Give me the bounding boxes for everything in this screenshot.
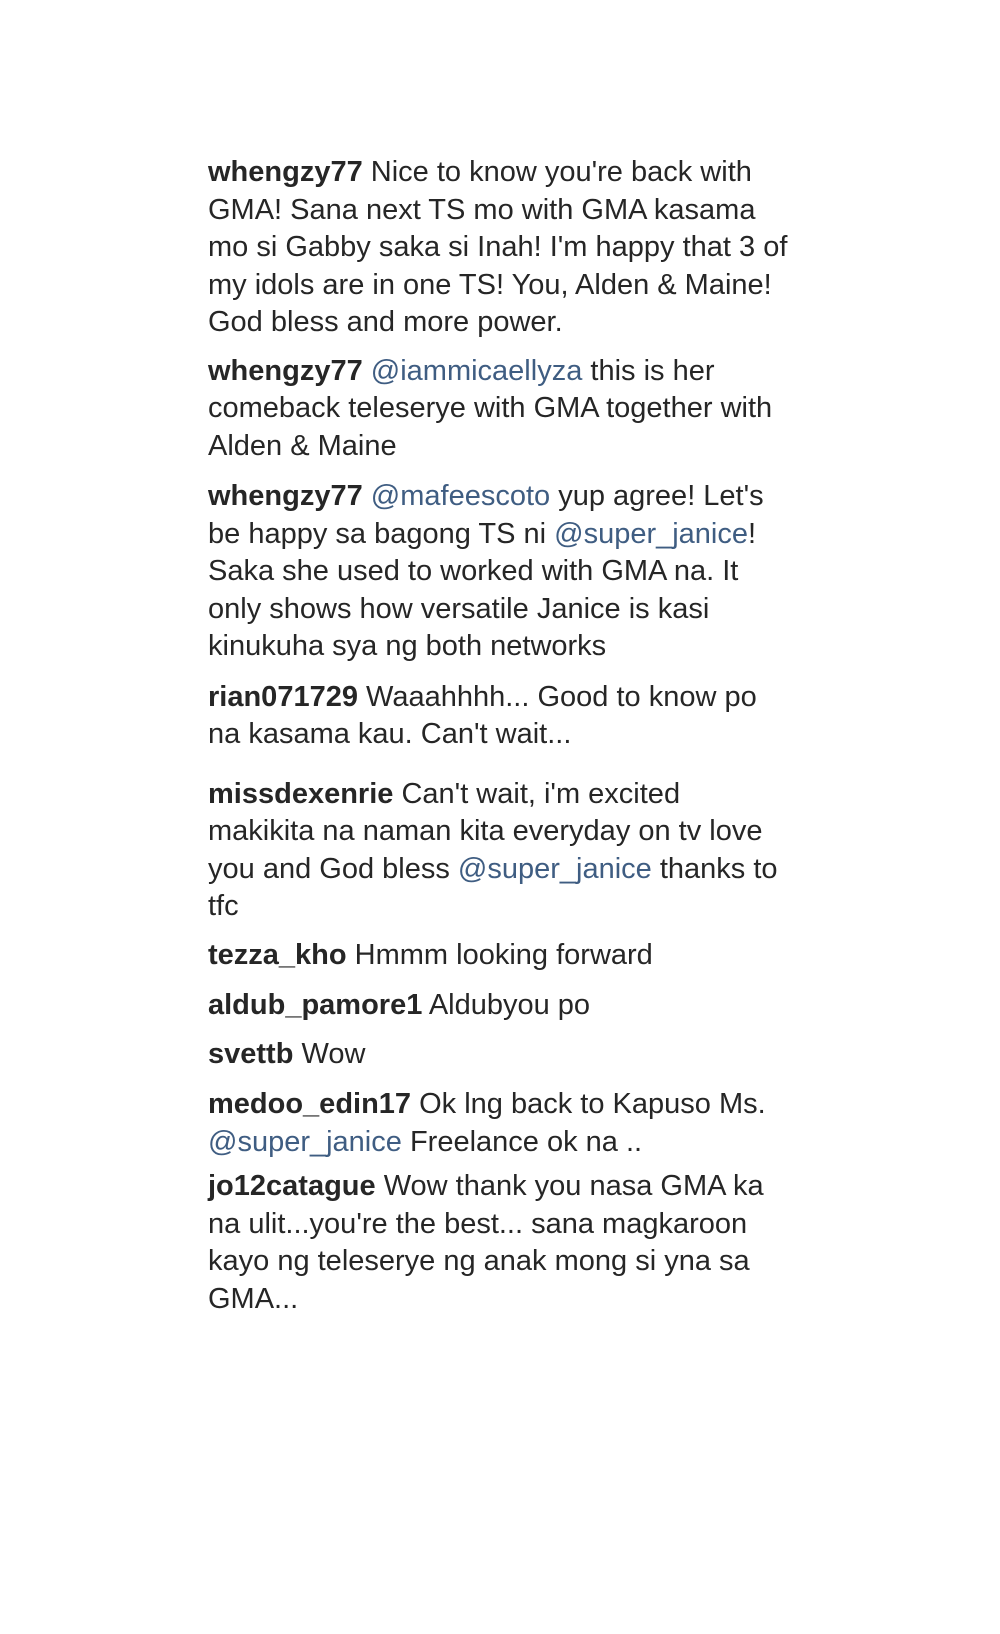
- comment-text: yup agree! Let's be happy sa bagong TS ni: [208, 480, 764, 550]
- comment-text: Ok lng back to Kapuso Ms.: [419, 1088, 766, 1120]
- comment-text: Freelance ok na ..: [409, 1125, 643, 1158]
- comment-text: Wow thank you nasa GMA ka na ulit...you're the best... sana magkaroon kayo ng teleserye ng anak mong si yna sa GMA...: [208, 1170, 764, 1315]
- comment-text: thanks to tfc: [208, 852, 778, 922]
- comment-item: [208, 1086, 788, 1161]
- comment-mention-link[interactable]: @iammicaellyza: [370, 354, 583, 387]
- comment-item: [208, 1036, 788, 1074]
- comment-mention-link[interactable]: @super_janice: [457, 852, 652, 885]
- comment-item: [208, 1168, 788, 1318]
- comment-mention-link[interactable]: @super_janice: [208, 1125, 402, 1158]
- comment-text: Wow: [301, 1037, 366, 1070]
- comment-username-link[interactable]: svettb: [208, 1037, 294, 1070]
- comment-item: [208, 353, 788, 466]
- comment-item: [208, 987, 788, 1025]
- comment-mention-link[interactable]: @super_janice: [554, 517, 749, 550]
- comment-username-link[interactable]: whengzy77: [208, 480, 363, 512]
- comment-item: [208, 776, 788, 926]
- comment-item: [208, 679, 788, 754]
- comment-item: [208, 478, 788, 666]
- comment-username-link[interactable]: tezza_kho: [208, 938, 347, 971]
- comment-username-link[interactable]: whengzy77: [208, 354, 363, 387]
- comment-text: Hmmm looking forward: [354, 938, 653, 971]
- comment-username-link[interactable]: jo12catague: [208, 1170, 376, 1202]
- comment-text: ! Saka she used to worked with GMA na. It only shows how versatile Janice is kasi kinukuha sya ng both networks: [208, 517, 757, 662]
- comment-text: Aldubyou po: [428, 989, 591, 1021]
- comment-mention-link[interactable]: @mafeescoto: [370, 480, 551, 512]
- comment-item: [208, 937, 788, 975]
- comment-text: this is her comeback teleserye with GMA together with Alden & Maine: [208, 354, 773, 462]
- comment-text: Nice to know you're back with GMA! Sana next TS mo with GMA kasama mo si Gabby saka si Inah! I'm happy that 3 of my idols are in one TS! You, Alden & Maine! God bless and more power.: [208, 156, 788, 338]
- comment-item: [208, 154, 788, 342]
- comment-text: Can't wait, i'm excited makikita na naman kita everyday on tv love you and God bless: [208, 777, 763, 885]
- comment-username-link[interactable]: medoo_edin17: [208, 1088, 412, 1120]
- comment-list: [208, 154, 788, 1318]
- comment-username-link[interactable]: whengzy77: [208, 156, 363, 188]
- comment-username-link[interactable]: missdexenrie: [208, 777, 394, 810]
- comment-username-link[interactable]: aldub_pamore1: [208, 989, 423, 1021]
- comment-text: Waaahhhh... Good to know po na kasama kau. Can't wait...: [208, 680, 757, 750]
- comment-username-link[interactable]: rian071729: [208, 680, 358, 713]
